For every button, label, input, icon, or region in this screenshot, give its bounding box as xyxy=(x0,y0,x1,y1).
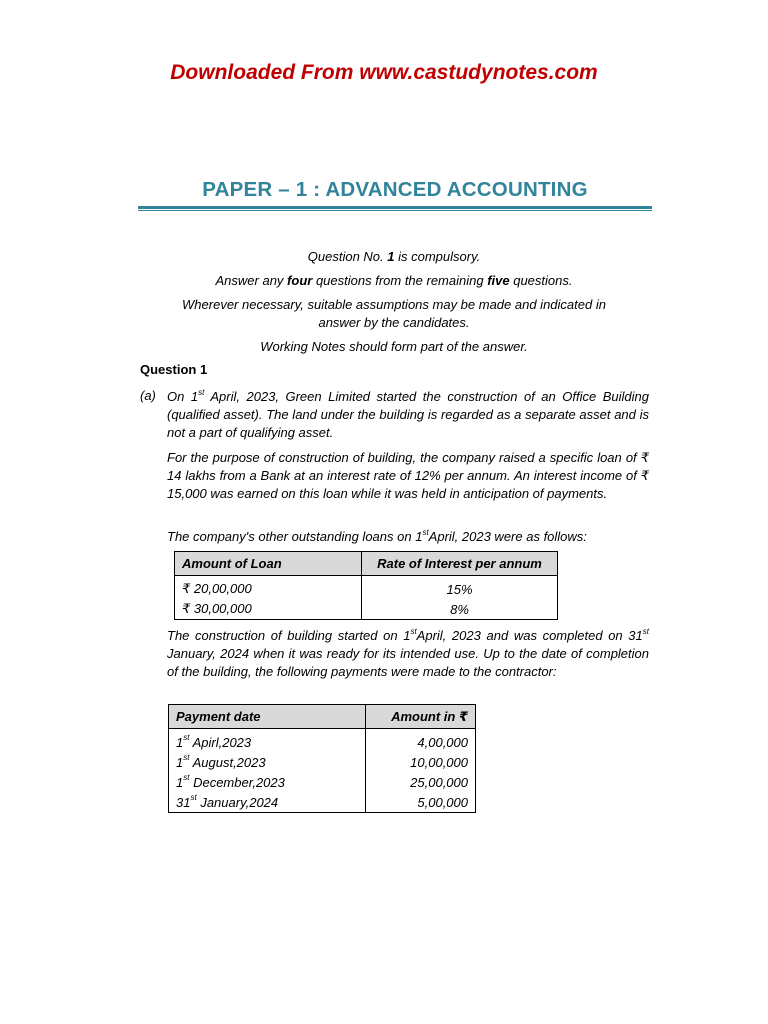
title-rule-thick xyxy=(138,206,652,209)
instruction-compulsory: Question No. 1 is compulsory. xyxy=(307,249,481,264)
column-header-rate: Rate of Interest per annum xyxy=(362,552,558,576)
paragraph-construction-period: The construction of building started on 1stApril, 2023 and was completed on 31st January, 2024 when it was ready for its intended use. Up to the date of completion of the building, the following payments were made to the contractor: xyxy=(167,626,649,679)
source-banner: Downloaded From www.castudynotes.com xyxy=(170,61,598,84)
instruction-working-notes: Working Notes should form part of the answer. xyxy=(260,339,528,354)
loan-rate-cell: 8% xyxy=(362,599,558,620)
instruction-assumptions-1: Wherever necessary, suitable assumptions may be made and indicated in xyxy=(182,297,606,312)
table-header-row xyxy=(169,705,476,729)
table-row xyxy=(169,729,476,753)
question-heading: Question 1 xyxy=(140,362,208,377)
payment-amount-cell: 4,00,000 xyxy=(366,729,476,753)
table-row xyxy=(169,792,476,813)
payment-date-cell: 1st December,2023 xyxy=(169,772,366,792)
paragraph-specific-loan: For the purpose of construction of building, the company raised a specific loan of ₹ 14 lakhs from a Bank at an interest rate of 12% per annum. An interest income of ₹ 15,000 was earned on this loan while it was held in anticipation of payments. xyxy=(167,450,649,501)
column-header-date: Payment date xyxy=(169,705,366,729)
payment-date-cell: 1st Apirl,2023 xyxy=(169,729,366,753)
table-header-row xyxy=(175,552,558,576)
paragraph-construction-start: On 1st April, 2023, Green Limited started the construction of an Office Building (qualified asset). The land under the building is regarded as a separate asset and is not a part of qualifying asset. xyxy=(167,387,649,440)
paper-title: PAPER – 1 : ADVANCED ACCOUNTING xyxy=(202,178,588,201)
paragraph-other-loans: The company's other outstanding loans on 1stApril, 2023 were as follows: xyxy=(167,527,587,544)
loan-table xyxy=(174,551,558,620)
payment-amount-cell: 25,00,000 xyxy=(366,772,476,792)
payment-amount-cell: 5,00,000 xyxy=(366,792,476,813)
column-header-amount: Amount of Loan xyxy=(175,552,362,576)
payment-date-cell: 1st August,2023 xyxy=(169,752,366,772)
loan-rate-cell: 15% xyxy=(362,576,558,600)
table-row xyxy=(169,752,476,772)
table-row xyxy=(169,772,476,792)
payment-amount-cell: 10,00,000 xyxy=(366,752,476,772)
instruction-assumptions-2: answer by the candidates. xyxy=(318,315,470,330)
instruction-answer-any: Answer any four questions from the remaining five questions. xyxy=(215,273,573,288)
loan-amount-cell: ₹ 30,00,000 xyxy=(175,599,362,620)
table-row xyxy=(175,576,558,600)
payment-table xyxy=(168,704,476,813)
table-row xyxy=(175,599,558,620)
part-label: (a) xyxy=(140,388,156,403)
payment-date-cell: 31st January,2024 xyxy=(169,792,366,813)
loan-amount-cell: ₹ 20,00,000 xyxy=(175,576,362,600)
column-header-amount: Amount in ₹ xyxy=(366,705,476,729)
title-rule-thin xyxy=(138,210,652,211)
